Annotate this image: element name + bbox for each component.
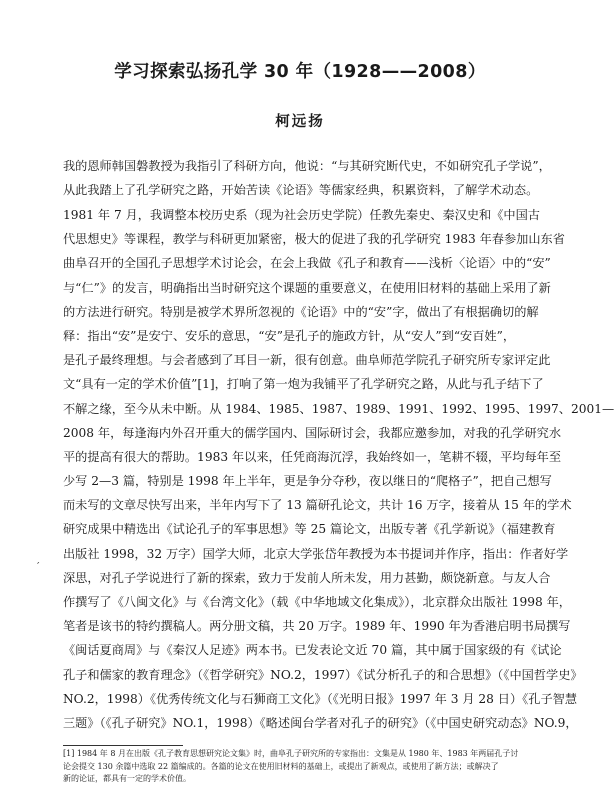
text-line: 从此我踏上了孔学研究之路，开始苦读《论语》等儒家经典，积累资料，了解学术动态。 xyxy=(63,183,539,198)
author-name: 柯远扬 xyxy=(275,113,325,130)
text-line: 三题》（《孔子研究》NO.1，1998）《略述闽台学者对孔子的研究》（《中国史研究动态》NO.9， xyxy=(63,715,578,730)
paragraph-1 xyxy=(63,154,553,202)
text-line: 平的提高有很大的帮助。1983 年以来，任凭商海沉浮，我始终如一，笔耕不辍，平均每年至 xyxy=(63,449,562,464)
text-line: 不解之缘，至今从未中断。从 1984、1985、1987、1989、1991、1992、1995、1997、2001— xyxy=(63,401,614,416)
text-line: 《闽话夏商周》与《秦汉人足迹》两本书。已发表论文近 70 篇，其中属于国家级的有《试论 xyxy=(63,643,562,658)
text-line: NO.2，1998）《优秀传统文化与石狮商工文化》（《光明日报》1997 年 3 月 28 日）《孔子智慧 xyxy=(63,691,578,706)
text-line: 的方法进行研究。特别是被学术界所忽视的《论语》中的“安”字，做出了有根据确切的解 xyxy=(63,304,539,319)
text-line: 代思想史》等课程，教学与科研更加紧密，极大的促进了我的孔学研究 1983 年春参加山东省 xyxy=(63,232,565,247)
text-line: 深思，对孔子学说进行了新的探索，致力于发前人所未发，用力甚勤，颇饶新意。与友人合 xyxy=(63,570,551,585)
text-line: 曲阜召开的全国孔子思想学术讨论会，在会上我做《孔子和教育——浅析〈论语〉中的“安” xyxy=(63,256,551,271)
footnote-line: [1] 1984 年 8 月在出版《孔子教育思想研究论文集》时，曲阜孔子研究所的专家指出：文集是从 1980 年、1983 年两届孔子讨 xyxy=(63,749,519,758)
text-line: 笔者是该书的特约撰稿人。两分册文稿，共 20 万字。1989 年、1990 年为香港启明书局撰写 xyxy=(63,619,571,634)
footnote-line: 论会提交 130 余篇中选取 22 篇编成的。各篇的论文在使用旧材料的基础上，或提出了新观点，或使用了新方法；或解决了 xyxy=(63,761,499,771)
text-line: 出版社 1998，32 万字）国学大师，北京大学张岱年教授为本书提词并作序，指出：作者好学 xyxy=(63,546,569,561)
text-line: 是孔子最终理想。与会者感到了耳目一新，很有创意。曲阜师范学院孔子研究所专家评定此 xyxy=(63,353,551,368)
text-line: 释：指出“安”是安宁、安乐的意思，“安”是孔子的施政方针，从“安人”到“安百姓”， xyxy=(63,328,516,343)
text-line: 研究成果中精选出《试论孔子的军事思想》等 25 篇论文，出版专著《孔学新说》（福建教育 xyxy=(63,522,556,537)
text-line: 少写 2—3 篇，特别是 1998 年上半年，更是争分夺秒，夜以继日的“爬格子”，把自己想写 xyxy=(63,474,552,489)
page-title: 学习探索弘扬孔学 30 年（1928——2008） xyxy=(114,62,486,82)
footnote xyxy=(63,748,553,786)
text-line: 我的恩师韩国磐教授为我指引了科研方向，他说：“与其研究断代史，不如研究孔子学说”， xyxy=(63,159,551,173)
footnote-divider xyxy=(63,745,183,746)
margin-mark: ′ xyxy=(37,560,40,573)
text-line: 与“仁”》的发言，明确指出当时研究这个课题的重要意义，在使用旧材料的基础上采用了新 xyxy=(63,280,551,295)
text-line: 1981 年 7 月，我调整本校历史系（现为社会历史学院）任教先秦史、秦汉史和《中国古 xyxy=(63,208,540,222)
text-line: 而未写的文章尽快写出来，半年内写下了 13 篇研孔论文，共计 16 万字，接着从 15 年的学术 xyxy=(63,498,572,513)
paragraph-2 xyxy=(63,203,614,735)
text-line: 文“具有一定的学术价值”[1]，打响了第一炮为我铺平了孔学研究之路，从此与孔子结下了 xyxy=(63,377,544,392)
text-line: 作撰写了《八闽文化》与《台湾文化》（载《中华地域文化集成》），北京群众出版社 1998 年， xyxy=(63,595,571,609)
footnote-line: 新的论证，都具有一定的学术价值。 xyxy=(63,774,191,783)
text-line: 孔子和儒家的教育理念》（《哲学研究》NO.2，1997）《试分析孔子的和合思想》（《中国哲学史》 xyxy=(63,667,583,682)
text-line: 2008 年，每逢海内外召开重大的儒学国内、国际研讨会，我都应邀参加，对我的孔学研究水 xyxy=(63,425,562,440)
